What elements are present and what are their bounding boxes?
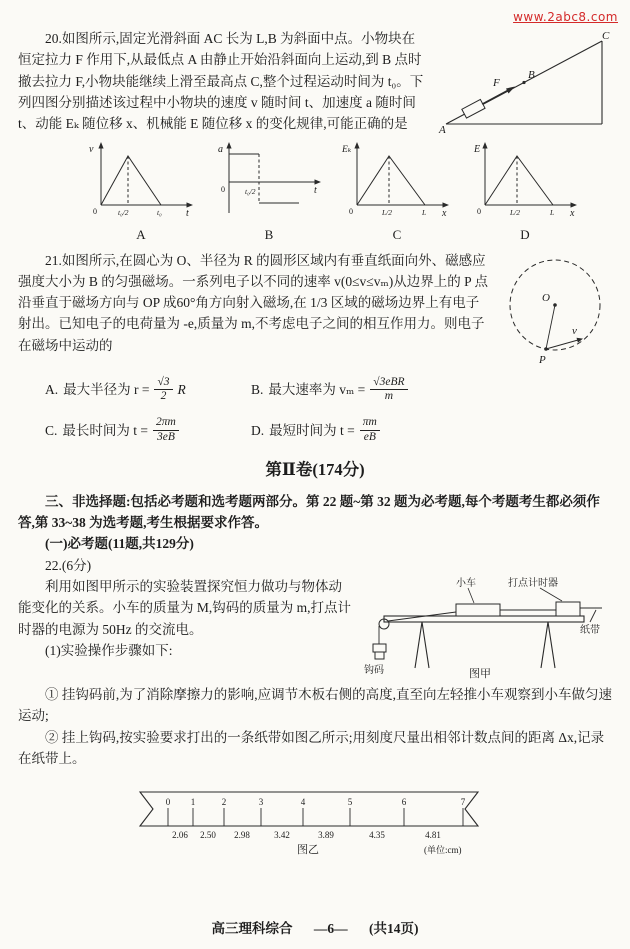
graph-b-letter: B	[264, 226, 274, 242]
question-21-block	[18, 250, 612, 366]
tape-label: 纸带	[580, 625, 600, 637]
graph-c-ylabel: Eₖ	[342, 144, 352, 155]
graph-d-letter: D	[520, 226, 530, 242]
footer-total-pages: (共14页)	[369, 920, 419, 936]
magnetic-field-figure	[498, 250, 612, 372]
question-20-block	[18, 28, 612, 135]
answer-option-graphs	[54, 139, 612, 246]
incline-label-a: A	[439, 124, 446, 134]
option-d-numerator: πm	[360, 416, 380, 431]
section-3-instructions: 三、非选择题:包括必考题和选考题两部分。第 22 题~第 32 题为必考题,每个考题考生都必须作答,第 33~38 为选考题,考生根据要求作答。	[18, 493, 600, 531]
graph-a-origin: 0	[93, 206, 97, 216]
graph-b-tick1: t₀/2	[245, 186, 256, 196]
option-b	[251, 376, 612, 405]
graph-c-xlabel: x	[442, 207, 447, 219]
label-v: v	[572, 324, 577, 337]
distance-value: 3.42	[274, 830, 290, 841]
y-axis-arrowhead	[354, 142, 359, 149]
question-22-number: 22.(6分)	[45, 557, 92, 573]
x-axis-arrowhead	[571, 202, 578, 207]
option-b-fraction	[370, 376, 407, 405]
option-d-pre: 最短时间为 t =	[269, 422, 355, 438]
graph-c-tick1: L/2	[382, 207, 393, 217]
y-axis-arrowhead	[226, 142, 231, 149]
question-20-text: 20.如图所示,固定光滑斜面 AC 长为 L,B 为斜面中点。小物块在恒定拉力 F 作用下,从最低点 A 由静止开始沿斜面向上运动,到 B 点时撤去拉力 F,小物块能继续上滑至最高点 C,整个过程运动时间为 t₀。下列四图分别描述该过程中小物块的速度 v 随时间 t、加速度 a 随时间 t、动能 Eₖ 随位移 x、机械能 E 随位移 x 的变化规律,可能正确的是	[18, 31, 424, 132]
graph-a-axes	[101, 146, 189, 205]
option-d-label: D.	[251, 422, 265, 438]
graph-b-axes	[229, 146, 317, 213]
paper-tape-figure	[128, 779, 502, 857]
paper-tape-lines	[500, 608, 602, 622]
velocity-arrow	[546, 340, 578, 349]
option-c-numerator: 2πm	[153, 416, 179, 431]
footer-title: 高三理科综合	[211, 920, 293, 936]
section-2-title: 第Ⅱ卷(174分)	[265, 459, 365, 479]
weights-label: 钩码	[364, 665, 384, 677]
tick-number: 5	[347, 797, 353, 808]
tick-number: 6	[401, 797, 407, 808]
question-22-block	[18, 576, 612, 681]
option-b-numerator: √3eBR	[370, 376, 407, 391]
distance-value: 3.89	[318, 830, 334, 841]
tick-number: 2	[221, 797, 227, 808]
option-a-pre: 最大半径为 r =	[63, 382, 150, 398]
question-22-intro: 利用如图甲所示的实验装置探究恒力做功与物体动能变化的关系。小车的质量为 M,钩码的质量为 m,打点计时器的电源为 50Hz 的交流电。	[18, 579, 352, 637]
option-a-numerator: √3	[154, 376, 172, 391]
graph-c-axes	[357, 146, 445, 205]
force-arrow	[482, 89, 510, 104]
tick-number: 1	[190, 797, 196, 808]
option-a-post: R	[177, 382, 186, 398]
graph-b-plot	[213, 139, 325, 219]
block-on-incline	[462, 99, 485, 118]
midpoint-dot	[522, 81, 525, 84]
timer-leader-line	[540, 588, 562, 601]
graph-a-xlabel: t	[186, 207, 189, 219]
question-21-text: 21.如图所示,在圆心为 O、半径为 R 的圆形区域内有垂直纸面向外、磁感应强度大小为 B 的匀强磁场。一系列电子以不同的速率 v(0≤v≤vₘ)从边界上的 P 点沿垂直于磁场方向与 OP 成60°角方向射入磁场,在 1/3 区域的磁场边界上有电子射出。已知电子的电荷量为 -e,质量为 m,不考虑电子之间的相互作用力。则电子在磁场中运动的	[18, 252, 488, 353]
footer-page-number: —6—	[313, 920, 348, 936]
x-axis-arrowhead	[187, 202, 194, 207]
incline-label-b: B	[528, 69, 535, 81]
option-d-denominator: eB	[363, 430, 376, 443]
graph-option-c	[341, 139, 453, 246]
tape-unit: (单位:cm)	[424, 845, 462, 856]
label-o: O	[542, 291, 550, 304]
option-b-label: B.	[251, 382, 264, 398]
graph-a-ylabel: v	[89, 143, 94, 155]
tape-caption: 图乙	[297, 844, 319, 857]
option-b-pre: 最大速率为 vₘ =	[268, 382, 366, 398]
graph-d-tick2: L	[550, 207, 555, 217]
velocity-arrowhead	[577, 337, 584, 342]
option-c-denominator: 3eB	[156, 430, 175, 443]
radius-op	[546, 305, 555, 349]
incline-figure	[436, 28, 612, 134]
weight-1	[373, 644, 386, 652]
option-c-fraction	[153, 416, 179, 445]
distance-value: 4.35	[369, 830, 385, 841]
x-axis-arrowhead	[443, 202, 450, 207]
step-1-text: ① 挂钩码前,为了消除摩擦力的影响,应调节木板右侧的高度,直至向左轻推小车观察到小车做匀速运动;	[18, 687, 612, 724]
page-footer	[0, 918, 630, 939]
tick-number: 3	[258, 797, 264, 808]
option-d	[251, 416, 612, 445]
graph-d-ylabel: E	[474, 143, 481, 155]
option-a-denominator: 2	[160, 390, 167, 403]
label-p: P	[539, 353, 546, 366]
graph-c-tick2: L	[422, 207, 427, 217]
distance-value: 4.81	[425, 830, 441, 841]
option-a-label: A.	[45, 382, 59, 398]
option-c-pre: 最长时间为 t =	[62, 422, 149, 438]
apparatus-figure	[362, 576, 612, 680]
option-c-label: C.	[45, 422, 58, 438]
incline-label-c: C	[602, 30, 610, 42]
y-axis-arrowhead	[98, 142, 103, 149]
graph-b-ylabel: a	[218, 143, 223, 155]
graph-a-plot	[85, 139, 197, 219]
force-arrowhead	[506, 87, 515, 94]
timer-label: 打点计时器	[508, 578, 558, 590]
graph-a-tick1: t₀/2	[118, 207, 129, 217]
graph-d-plot	[469, 139, 581, 219]
required-questions-header: (一)必考题(11题,共129分)	[45, 536, 194, 552]
option-a	[45, 376, 245, 405]
ticker-timer	[556, 602, 580, 616]
cart	[456, 604, 500, 616]
apparatus-caption: 图甲	[469, 668, 491, 681]
y-axis-arrowhead	[482, 142, 487, 149]
track-and-legs	[384, 616, 584, 668]
question-21-options	[45, 376, 612, 445]
graph-d-tick1: L/2	[510, 207, 521, 217]
step-2-text: ② 挂上钩码,按实验要求打出的一条纸带如图乙所示;用刻度尺量出相邻计数点间的距离 Δx,记录在纸带上。	[18, 729, 605, 767]
cart-leader-line	[468, 588, 474, 603]
graph-option-d	[469, 139, 581, 246]
graph-option-a	[85, 139, 197, 246]
graph-d-xlabel: x	[570, 207, 575, 219]
graph-a-letter: A	[136, 226, 146, 242]
graph-c-origin: 0	[349, 206, 353, 216]
tape-ticks	[168, 808, 463, 826]
option-a-fraction	[154, 376, 172, 405]
tape-figure-wrap	[18, 779, 612, 863]
step-header: (1)实验操作步骤如下:	[45, 643, 173, 659]
cart-label: 小车	[456, 578, 476, 590]
graph-d-origin: 0	[477, 206, 481, 216]
graph-option-b	[213, 139, 325, 246]
option-b-denominator: m	[384, 390, 394, 403]
option-c	[45, 416, 245, 445]
incline-label-f: F	[493, 77, 500, 89]
graph-d-axes	[485, 146, 573, 205]
tick-number: 0	[165, 797, 171, 808]
watermark-link[interactable]: www.2abc8.com	[513, 10, 618, 24]
tick-number: 7	[460, 797, 466, 808]
graph-a-tick2: t₀	[157, 207, 162, 217]
weight-2	[375, 652, 384, 659]
graph-b-xlabel: t	[314, 184, 317, 196]
distance-value: 2.98	[234, 830, 250, 841]
x-axis-arrowhead	[315, 179, 322, 184]
graph-c-letter: C	[392, 226, 402, 242]
distance-value: 2.06	[172, 830, 188, 841]
option-d-fraction	[360, 416, 380, 445]
graph-b-origin: 0	[221, 184, 225, 194]
graph-c-plot	[341, 139, 453, 219]
string	[379, 612, 456, 644]
tick-number: 4	[300, 797, 306, 808]
distance-value: 2.50	[200, 830, 216, 841]
